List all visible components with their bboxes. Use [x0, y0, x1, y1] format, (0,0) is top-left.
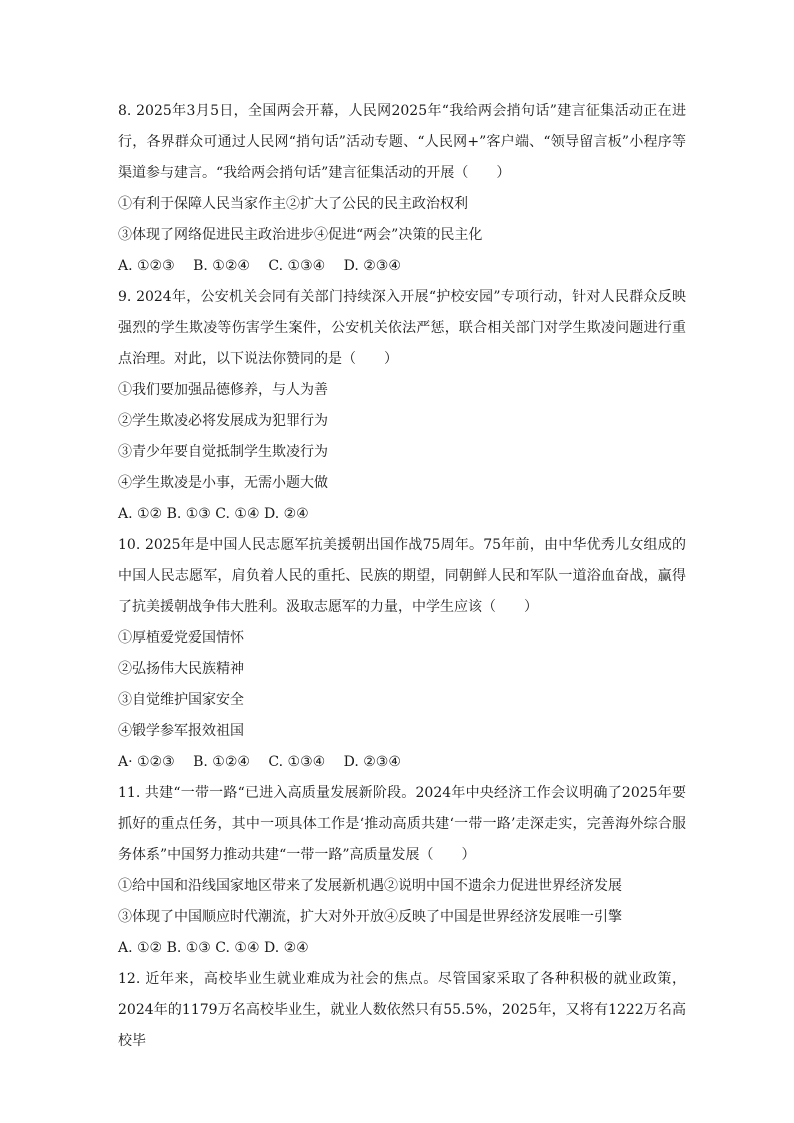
question-12	[118, 964, 686, 1057]
option-line: ①有利于保障人民当家作主②扩大了公民的民主政治权利	[118, 196, 468, 212]
question-list	[118, 96, 686, 1057]
option-line: ④学生欺凌是小事，无需小题大做	[118, 475, 328, 491]
question-stem: 8. 2025年3月5日，全国两会开幕，人民网2025年“我给两会捎句话”建言征集活动正在进行，各界群众可通过人民网“捎句话”活动专题、“人民网+”客户端、“领导留言板”小程序等渠道参与建言。“我给两会捎句话”建言征集活动的开展（ ）	[118, 103, 686, 181]
answer-choices: A· ①②③ B. ①②④ C. ①③④ D. ②③④	[118, 754, 401, 770]
question-8	[118, 96, 686, 282]
answer-choices: A. ①② B. ①③ C. ①④ D. ②④	[118, 940, 309, 956]
option-line: ①给中国和沿线国家地区带来了发展新机遇②说明中国不遗余力促进世界经济发展	[118, 878, 622, 894]
answer-choices: A. ①② B. ①③ C. ①④ D. ②④	[118, 506, 309, 522]
option-line: ②弘扬伟大民族精神	[118, 661, 244, 677]
option-line: ①厚植爱党爱国情怀	[118, 630, 244, 646]
question-stem: 12. 近年来，高校毕业生就业难成为社会的焦点。尽管国家采取了各种积极的就业政策，2024年的1179万名高校毕业生，就业人数依然只有55.5%，2025年，又将有1222万名高校毕	[118, 971, 686, 1049]
question-stem: 10. 2025年是中国人民志愿军抗美援朝出国作战75周年。75年前，由中华优秀儿女组成的中国人民志愿军，肩负着人民的重托、民族的期望，同朝鲜人民和军队一道浴血奋战，赢得了抗美援朝战争伟大胜利。汲取志愿军的力量，中学生应该（ ）	[118, 537, 686, 615]
answer-choices: A. ①②③ B. ①②④ C. ①③④ D. ②③④	[118, 258, 401, 274]
option-line: ④锻学参军报效祖国	[118, 723, 244, 739]
option-line: ③体现了网络促进民主政治进步④促进“两会”决策的民主化	[118, 227, 483, 243]
option-line: ③青少年要自觉抵制学生欺凌行为	[118, 444, 328, 460]
question-10	[118, 530, 686, 778]
question-11	[118, 778, 686, 964]
option-line: ②学生欺凌必将发展成为犯罪行为	[118, 413, 328, 429]
option-line: ③自觉维护国家安全	[118, 692, 244, 708]
option-line: ①我们要加强品德修养，与人为善	[118, 382, 328, 398]
question-9	[118, 282, 686, 530]
question-stem: 11. 共建“一带一路“已进入高质量发展新阶段。2024年中央经济工作会议明确了2025年要抓好的重点任务，其中一项具体工作是‘推动高质共建‘一带一路’走深走实，完善海外综合服务体系”中国努力推动共建“一带一路”高质量发展（ ）	[118, 785, 686, 863]
option-line: ③体现了中国顺应时代潮流，扩大对外开放④反映了中国是世界经济发展唯一引擎	[118, 909, 622, 925]
question-stem: 9. 2024年，公安机关会同有关部门持续深入开展“护校安园”专项行动，针对人民群众反映强烈的学生欺凌等伤害学生案件，公安机关依法严惩，联合相关部门对学生欺凌问题进行重点治理。对此，以下说法你赞同的是（ ）	[118, 289, 686, 367]
